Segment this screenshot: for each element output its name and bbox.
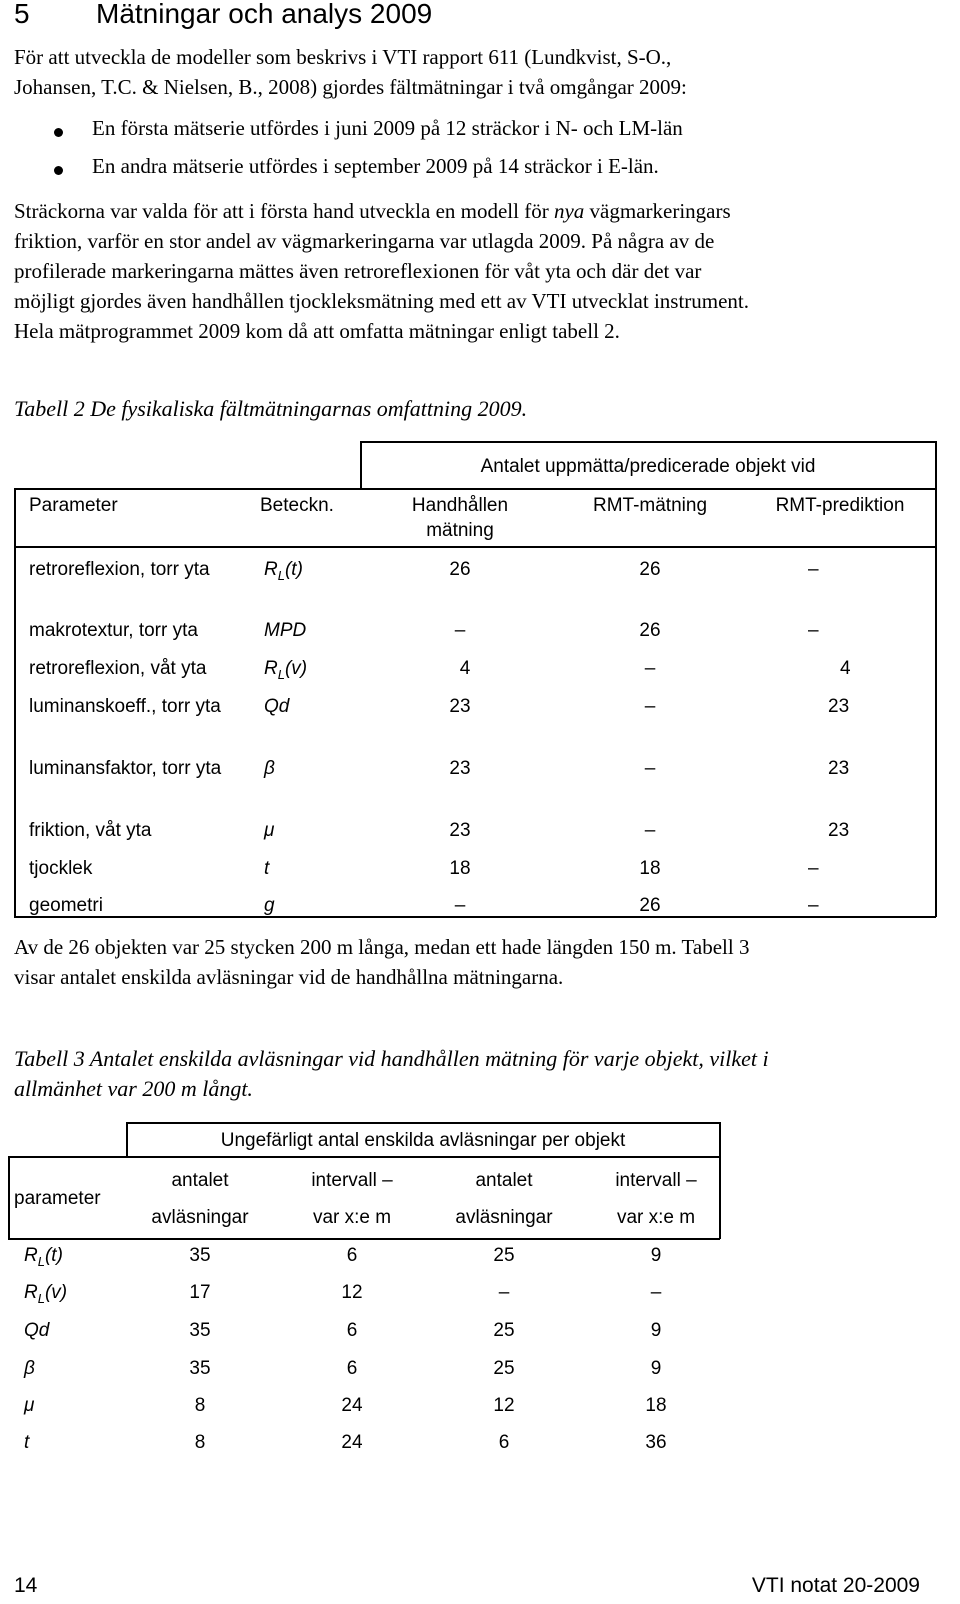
symbol-main: β [24,1358,35,1379]
table3-header-c3-b: avläsningar [455,1207,553,1228]
table2-row-8-pred: – [808,895,819,916]
table3-row-2-v4: – [650,1282,662,1303]
table2-row-2-pred: – [808,620,819,641]
para2-line-3: profilerade markeringarna mättes även retroreflexionen för våt yta och där det var [14,259,702,283]
table3-row-6-v4: 36 [645,1432,667,1453]
table3-header-c2-b: var x:e m [312,1207,392,1228]
table3-header-c1-a: antalet [171,1170,229,1191]
table2-border-top [360,441,936,443]
table3-row-4-v2: 6 [346,1358,358,1379]
table2-row-3-pred: 4 [840,658,851,679]
table3-caption-line-2: allmänhet var 200 m långt. [14,1076,253,1101]
table2-row-5-param: luminansfaktor, torr yta [29,758,222,779]
table3-row-6-symbol [24,1430,29,1455]
para2-line-1-end: vägmarkeringars [584,199,731,223]
body-paragraph-3 [14,932,954,992]
table2-row-2-param: makrotextur, torr yta [29,620,198,641]
symbol-main: MPD [264,620,307,641]
table3-row-3-v2: 6 [346,1320,358,1341]
para3-line-1: Av de 26 objekten var 25 stycken 200 m långa, medan ett hade längden 150 m. Tabell 3 [14,935,750,959]
table2-row-4-hand: 23 [449,696,471,717]
table3-border-left [8,1156,10,1239]
table3-row-5-v4: 18 [645,1395,667,1416]
table2-row-7-rmt: 18 [639,858,661,879]
table3-border-header-top [8,1156,720,1158]
table3-border-header-bottom [8,1238,720,1240]
body-paragraph-2 [14,196,954,346]
table3-row-1-v3: 25 [493,1245,515,1266]
table3-row-2-v3: – [498,1282,510,1303]
para2-line-1-start: Sträckorna var valda för att i första hand utveckla en modell för [14,199,554,223]
symbol-main: μ [24,1395,35,1416]
table2-row-5-hand: 23 [449,758,471,779]
intro-line-1: För att utveckla de modeller som beskrivs i VTI rapport 611 (Lundkvist, S-O., [14,45,672,69]
table3-row-2-symbol [24,1280,67,1311]
bullet-item-2: En andra mätserie utfördes i september 2009 på 14 sträckor i E-län. [92,154,659,178]
section-number: 5 [14,0,30,29]
table2-row-3-hand: 4 [459,658,471,679]
bullet-item-1: En första mätserie utfördes i juni 2009 på 12 sträckor i N- och LM-län [92,116,683,140]
table3-row-4-symbol [24,1356,35,1381]
table3-row-6-v2: 24 [341,1432,363,1453]
table3-header-c4-a: intervall – [615,1170,697,1191]
symbol-suffix: (v) [284,658,308,679]
symbol-main: β [264,758,275,779]
table3-header-c4-b: var x:e m [616,1207,696,1228]
symbol-subscript: L [37,1253,45,1269]
bullet-icon [54,166,63,175]
table2-caption: Tabell 2 De fysikaliska fältmätningarnas omfattning 2009. [14,396,528,421]
table3-border-top [126,1122,720,1124]
table3-row-4-v3: 25 [493,1358,515,1379]
table2-row-5-rmt: – [644,758,656,779]
table2-border-right [935,441,937,917]
table3-row-3-v4: 9 [650,1320,662,1341]
table2-row-6-symbol [264,818,274,843]
table2-group-header: Antalet uppmätta/predicerade objekt vid [480,456,816,477]
table2-row-7-symbol [264,856,269,881]
symbol-main: Qd [24,1320,50,1341]
table2-header-rmt-prediktion: RMT-prediktion [775,495,905,516]
table3-row-4-v1: 35 [189,1358,211,1379]
table3-group-header: Ungefärligt antal enskilda avläsningar per objekt [220,1130,626,1151]
table2-row-1-hand: 26 [449,559,471,580]
symbol-main: R [24,1282,38,1303]
table3-row-5-v1: 8 [194,1395,206,1416]
table3-caption-line-1: Tabell 3 Antalet enskilda avläsningar vid handhållen mätning för varje objekt, vilket i [14,1046,769,1071]
table2-row-4-symbol [264,694,289,719]
table3-row-2-v2: 12 [341,1282,363,1303]
table2-row-4-param: luminanskoeff., torr yta [29,696,221,717]
symbol-main: Qd [264,696,290,717]
table2-row-3-symbol [264,656,307,687]
cell-value: – [808,559,819,580]
symbol-subscript: L [277,567,285,583]
para2-emphasis: nya [553,199,585,223]
symbol-suffix: (t) [44,1245,63,1266]
table3-row-1-v2: 6 [346,1245,358,1266]
table2-header-parameter: Parameter [29,495,118,516]
table2-row-3-param: retroreflexion, våt yta [29,658,207,679]
table2-row-6-rmt: – [644,820,656,841]
table3-header-parameter: parameter [14,1188,101,1209]
table2-row-1-symbol [264,557,303,588]
table2-row-7-pred: – [808,858,819,879]
symbol-subscript: L [277,666,285,682]
table2-border-left [14,488,16,917]
symbol-suffix: (t) [284,559,303,580]
table2-header-matning: mätning [426,520,494,541]
para2-line-4: möjligt gjordes även handhållen tjockleksmätning med ett av VTI utvecklat instrument. [14,289,750,313]
table2-row-2-hand: – [454,620,466,641]
table3-row-1-v4: 9 [650,1245,662,1266]
table2-row-2-rmt: 26 [639,620,661,641]
table2-header-handhallen: Handhållen [411,495,509,516]
table3-row-2-v1: 17 [189,1282,211,1303]
symbol-main: μ [264,820,275,841]
table3-header-c1-b: avläsningar [151,1207,249,1228]
table3-row-1-symbol [24,1243,63,1274]
table2-row-1-rmt: 26 [639,559,661,580]
para3-line-2: visar antalet enskilda avläsningar vid de handhållna mätningarna. [14,965,564,989]
symbol-main: R [264,559,278,580]
table2-row-8-symbol [264,893,275,918]
section-title: Mätningar och analys 2009 [96,0,433,29]
intro-line-2: Johansen, T.C. & Nielsen, B., 2008) gjordes fältmätningar i två omgångar 2009: [14,75,687,99]
table3-row-1-v1: 35 [189,1245,211,1266]
table3-row-5-v3: 12 [493,1395,515,1416]
table2-row-6-pred: 23 [828,820,850,841]
table2-row-5-pred: 23 [828,758,850,779]
footer-page-number: 14 [14,1574,38,1597]
table2-row-5-symbol [264,756,275,781]
table3-row-6-v1: 8 [194,1432,206,1453]
table2-row-6-hand: 23 [449,820,471,841]
para2-line-2: friktion, varför en stor andel av vägmarkeringarna var utlagda 2009. På några av de [14,229,715,253]
symbol-main: g [264,895,275,916]
table2-row-4-pred: 23 [828,696,850,717]
table3-row-3-symbol [24,1318,49,1343]
table3-header-c2-a: intervall – [311,1170,393,1191]
symbol-subscript: L [37,1290,45,1306]
table2-row-8-hand: – [454,895,466,916]
table3-row-6-v3: 6 [498,1432,510,1453]
para2-line-1 [14,196,954,226]
symbol-suffix: (v) [44,1282,68,1303]
table2-row-4-rmt: – [644,696,656,717]
table3-row-3-v3: 25 [493,1320,515,1341]
table3-row-5-symbol [24,1393,34,1418]
table2-row-3-rmt: – [644,658,656,679]
section-heading [14,0,432,30]
table2-header-beteckn: Beteckn. [260,495,334,516]
table2-row-8-rmt: 26 [639,895,661,916]
footer-publication: VTI notat 20-2009 [751,1574,920,1597]
table2-border-header-top [14,488,936,490]
symbol-main: R [24,1245,38,1266]
table2-row-1-param: retroreflexion, torr yta [29,559,210,580]
table2-row-1-pred [808,557,848,582]
table3-row-3-v1: 35 [189,1320,211,1341]
intro-paragraph [14,42,954,102]
table3-header-c3-a: antalet [475,1170,533,1191]
table2-row-7-hand: 18 [449,858,471,879]
table3-row-4-v4: 9 [650,1358,662,1379]
table2-header-rmt-matning: RMT-mätning [592,495,708,516]
table3-caption [14,1044,769,1104]
symbol-main: R [264,658,278,679]
bullet-icon [54,128,63,137]
symbol-main: t [24,1432,30,1453]
table3-row-5-v2: 24 [341,1395,363,1416]
symbol-main: t [264,858,270,879]
table2-row-6-param: friktion, våt yta [29,820,152,841]
table2-border-header-bottom [14,546,936,548]
table2-row-2-symbol [264,618,306,643]
table2-row-7-param: tjocklek [29,858,93,879]
table2-row-8-param: geometri [29,895,103,916]
para2-line-5: Hela mätprogrammet 2009 kom då att omfatta mätningar enligt tabell 2. [14,319,620,343]
